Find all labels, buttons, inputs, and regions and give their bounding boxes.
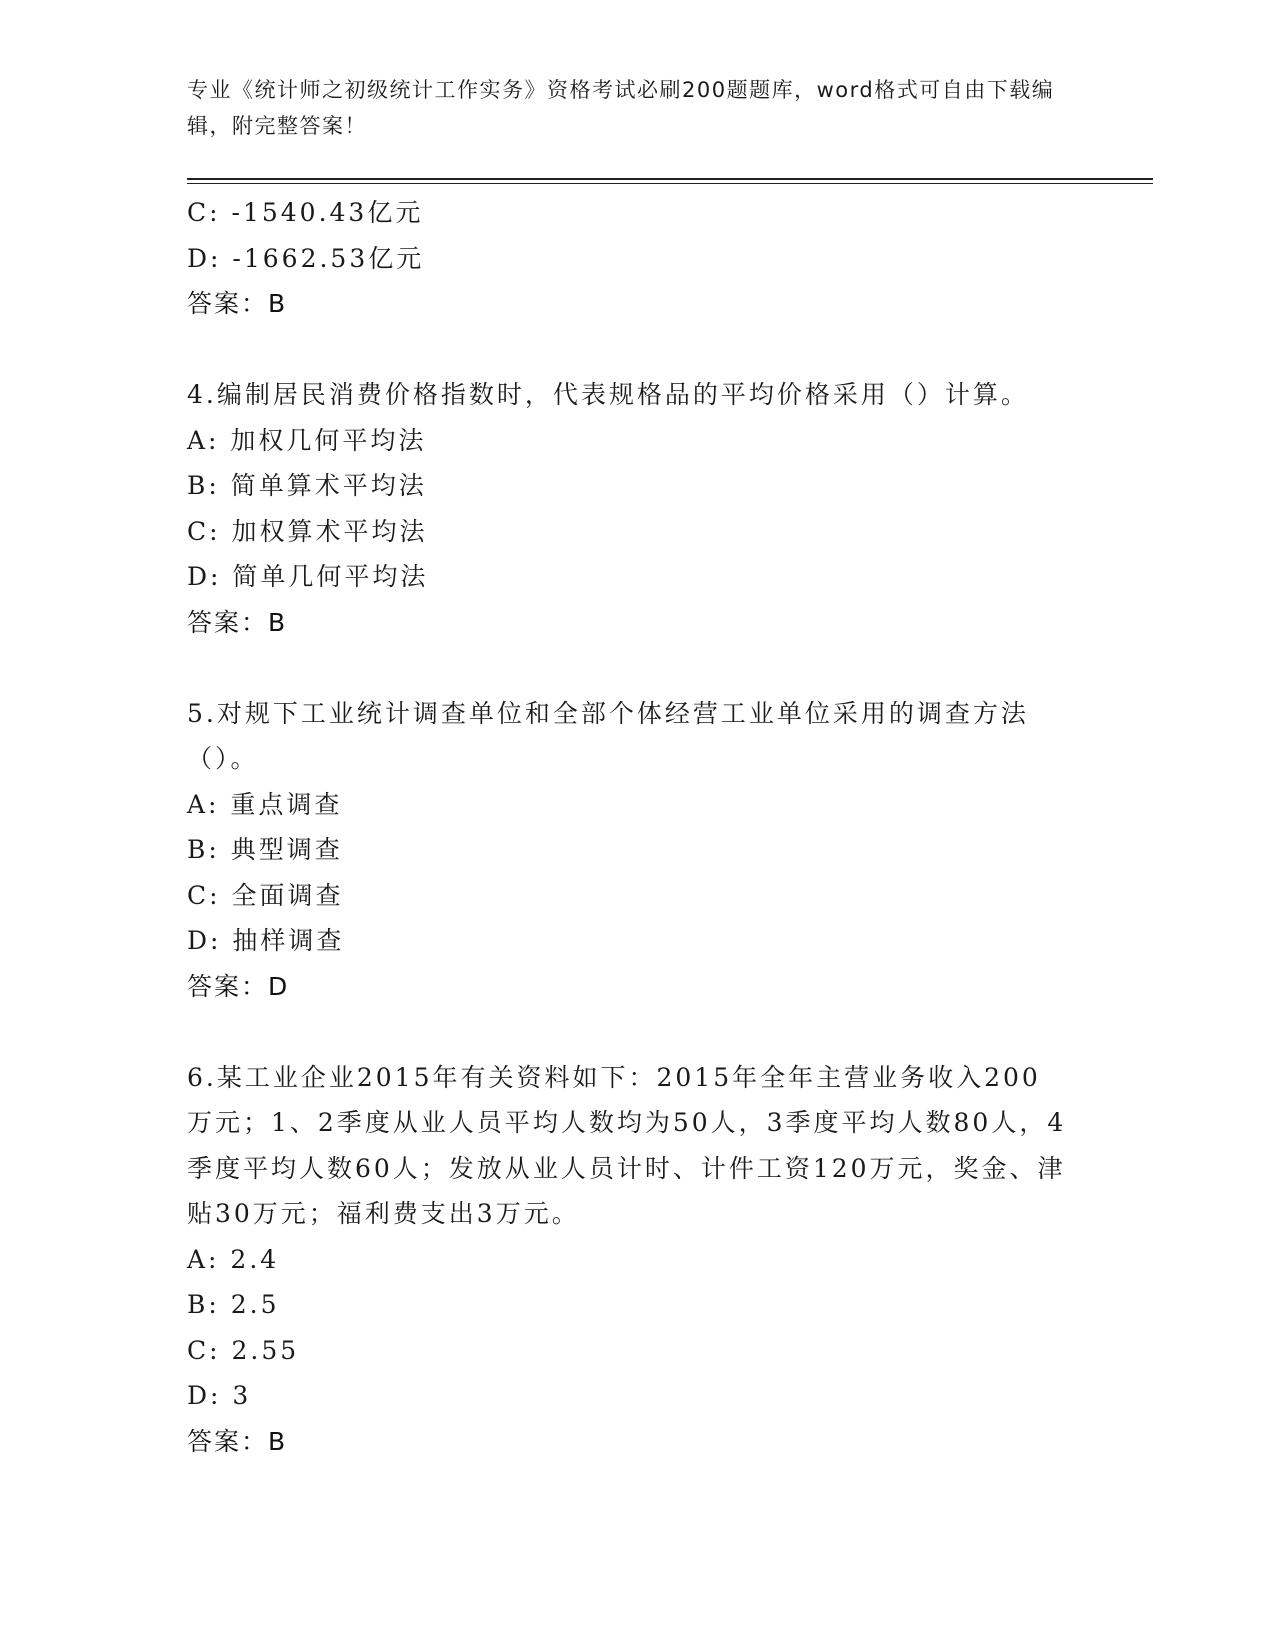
option-b: B: 典型调查 — [187, 835, 343, 864]
question-4-block — [187, 372, 1087, 645]
header-rule-thin — [187, 183, 1153, 184]
option-c: C: 2.55 — [187, 1335, 300, 1365]
option-c: C: -1540.43亿元 — [187, 198, 424, 227]
option-b: B: 简单算术平均法 — [187, 471, 427, 500]
option-d: D: 简单几何平均法 — [187, 562, 429, 591]
answer-line: 答案：B — [187, 289, 288, 318]
option-a: A: 重点调查 — [187, 789, 343, 819]
answer-line: 答案：D — [187, 971, 290, 1001]
prev-question-block — [187, 190, 1087, 327]
question-5-block — [187, 691, 1087, 1010]
questions-content — [187, 190, 1087, 1464]
option-a: A: 2.4 — [187, 1244, 280, 1274]
option-c: C: 加权算术平均法 — [187, 516, 428, 546]
question-text: 4.编制居民消费价格指数时，代表规格品的平均价格采用（）计算。 — [187, 380, 1029, 409]
question-text: 5.对规下工业统计调查单位和全部个体经营工业单位采用的调查方法（）。 — [187, 698, 1029, 773]
question-text: 6.某工业企业2015年有关资料如下：2015年全年主营业务收入200万元；1、2季度从业人员平均人数均为50人，3季度平均人数80人，4季度平均人数60人；发放从业人员计时、计件工资120万元，奖金、津贴30万元；福利费支出3万元。 — [187, 1062, 1067, 1228]
option-c: C: 全面调查 — [187, 880, 344, 910]
option-b: B: 2.5 — [187, 1290, 280, 1319]
option-d: D: 抽样调查 — [187, 926, 345, 955]
option-d: D: 3 — [187, 1381, 252, 1410]
answer-line: 答案：B — [187, 607, 288, 637]
question-6-block — [187, 1055, 1087, 1465]
page-header: 专业《统计师之初级统计工作实务》资格考试必刷200题题库，word格式可自由下载编辑，附完整答案！ — [187, 78, 1055, 138]
option-a: A: 加权几何平均法 — [187, 425, 427, 455]
option-d: D: -1662.53亿元 — [187, 243, 425, 273]
answer-line: 答案：B — [187, 1426, 288, 1456]
header-rule-thick — [187, 178, 1153, 180]
